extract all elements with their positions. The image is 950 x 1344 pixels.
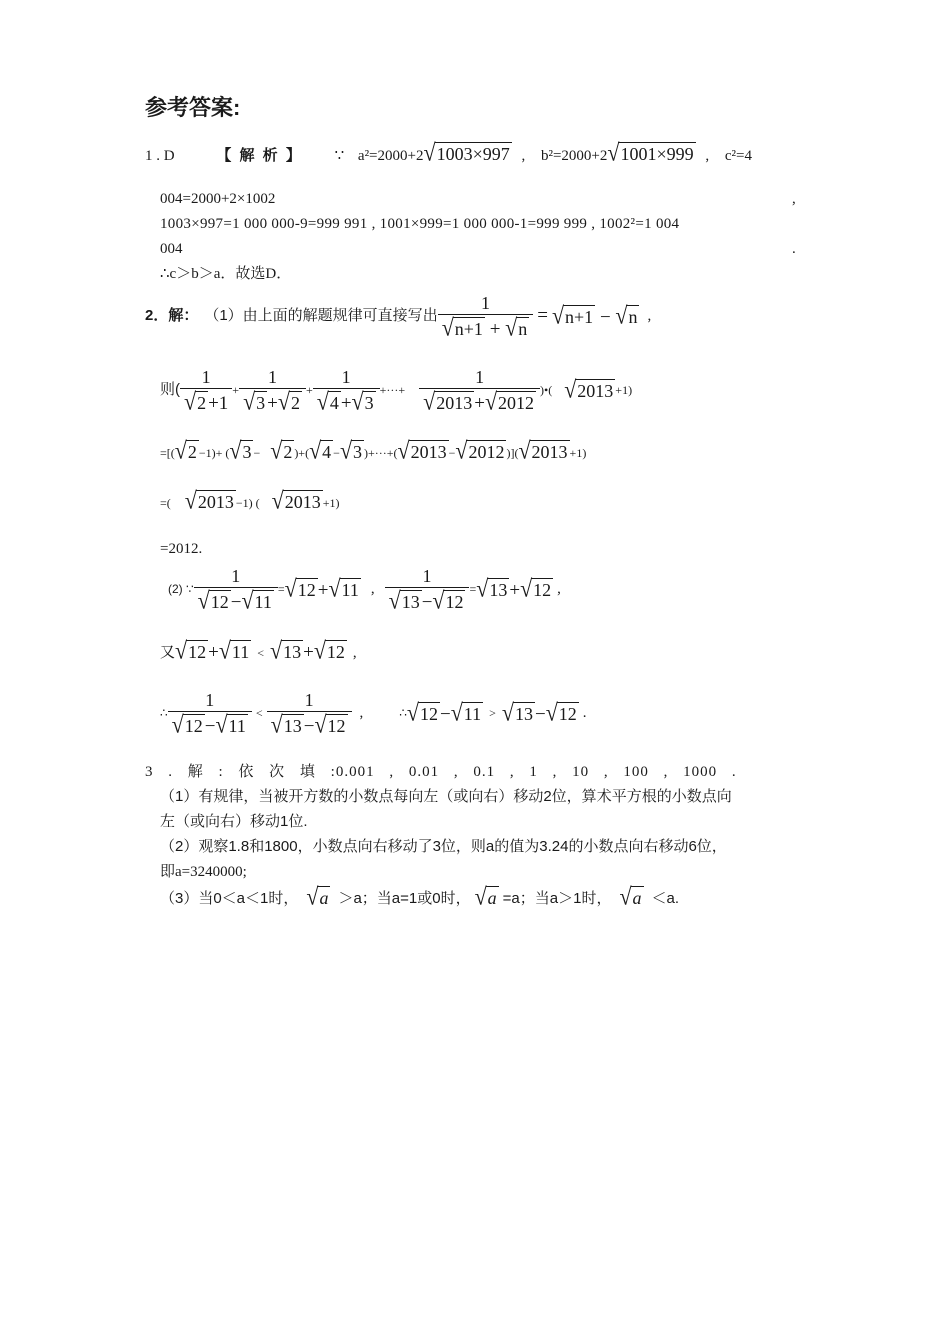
- q3-case2: ＞a；当a=1或0时，: [338, 890, 471, 907]
- q2-result: =2012.: [160, 541, 203, 557]
- q2-part2-line1: (2) ∵ 1 √ 12 − √ 11 = √ 12 + √ 11 , 1 √ 13 − √ 12 = √ 13 + √ 12 ,: [168, 565, 561, 614]
- q2-product: =( √ 2013 −1) ( √ 2013 +1): [160, 486, 340, 515]
- q3-line5: 即a=3240000;: [160, 864, 247, 880]
- q3-case4: ＜a.: [651, 890, 680, 907]
- q1-line1: 1 . D 【 解 析 】 ∵ a²=2000+2 √ 1003×997 , b²=2000+2 √ 1001×999 , c²=4: [145, 138, 752, 167]
- q1-line3: 1003×997=1 000 000-9=999 991 , 1001×999=1 000 000-1=999 999 , 1002²=1 004: [160, 216, 680, 232]
- q1-a-squared: a²=2000+2: [357, 148, 424, 164]
- answer-page: 参考答案: 1 . D 【 解 析 】 ∵ a²=2000+2 √ 1003×997 , b²=2000+2 √ 1001×999 , c²=4 004=2000+2×1002 , 1003×997=1 000 000-9=999 991 , 1001×999=1 000 000-1=999 999 , 1002²=1 004 004 . ∴c＞b＞a．故选D． 2．解： （1）由上面的解题规律可直接写出 1 √ n+1 + √ n = √ n+1 − √ n , 则( 1 √ 2 +1 + 1 √ 3 + √ 2 + 1 √ 4 + √ 3 +···+ 1 √ 2013 + √ 2012 )•( √ 2013 +1) =[( √ 2 −1)+ ( √ 3 − √ 2 )+( √ 4 − √ 3 )+···+( √ 2013 − √ 2012 )]( √ 2013 +1) =( √ 2013 −1) ( √ 2013 +1) =2012. (2) ∵ 1 √ 12 − √ 11 = √ 12 + √ 11 , 1 √ 13 − √ 12 = √ 13 + √ 12 , 又 √ 12 + √ 11 < √ 13 + √ 12 , ∴ 1 √ 12 − √ 11 < 1 √ 13 − √ 12 , ∴ √ 12 − √ 11 > √ 13 − √ 12 . 3 . 解 : 依 次 填 :0.001 , 0.01 , 0.1 , 1 , 10 , 100 , 1000 . （1）有规律，当被开方数的小数点每向左（或向右）移动2位，算术平方根的小数点向 左（或向右）移动1位. （2）观察1.8和1800，小数点向右移动了3位，则a的值为3.24的小数点向右移动6位， 即a=3240000; （3）当0＜a＜1时， √ a ＞a；当a=1或0时， √ a =a；当a＞1时， √ a ＜a.: [145, 95, 796, 911]
- sqrt-1001x999: √ 1001×999: [607, 138, 694, 167]
- q2-part2-label: (2) ∵: [168, 582, 194, 596]
- q2-label: 2．解：: [145, 307, 199, 324]
- q1-b-squared: b²=2000+2: [540, 148, 608, 164]
- q2-part2-line2: 又 √ 12 + √ 11 < √ 13 + √ 12 ,: [160, 636, 357, 665]
- q2-also: 又: [160, 644, 176, 661]
- page-title: 参考答案:: [145, 95, 241, 120]
- q3-line4: （2）观察1.8和1800，小数点向右移动了3位，则a的值为3.24的小数点向右移动6位，: [160, 838, 727, 855]
- q2-expanded: =[( √ 2 −1)+ ( √ 3 − √ 2 )+( √ 4 − √ 3 )+···+( √ 2013 − √ 2012 )]( √ 2013 +1): [160, 436, 587, 465]
- q3-line1: 3 . 解 : 依 次 填 :0.001 , 0.01 , 0.1 , 1 , 10 , 100 , 1000 .: [145, 764, 737, 780]
- q2-intro: （1）由上面的解题规律可直接写出: [204, 307, 438, 324]
- q1-line2: 004=2000+2×1002: [160, 191, 276, 207]
- q3-case1: （3）当0＜a＜1时，: [160, 890, 299, 907]
- q2-sum-expression: 则( 1 √ 2 +1 + 1 √ 3 + √ 2 + 1 √ 4 + √ 3 +···+ 1 √ 2013 + √ 2012 )•( √ 2013 +1): [160, 366, 633, 415]
- sqrt-1003x997: √ 1003×997: [423, 138, 510, 167]
- therefore-symbol-1: ∴: [160, 706, 168, 720]
- q3-line6: （3）当0＜a＜1时， √ a ＞a；当a=1或0时， √ a =a；当a＞1时， √ a ＜a.: [160, 882, 680, 911]
- q1-number: 1 . D: [145, 148, 175, 164]
- q2-expanded-open: =[(: [160, 446, 175, 460]
- because-symbol: ∵: [334, 148, 345, 164]
- q3-line2: （1）有规律，当被开方数的小数点每向左（或向右）移动2位，算术平方根的小数点向: [160, 788, 732, 805]
- q1-analysis-tag: 【 解 析 】: [216, 147, 303, 164]
- q1-line4: 004: [160, 241, 183, 257]
- q1-c-squared: c²=4: [724, 148, 752, 164]
- formula-general-frac: 1 √ n+1 + √ n: [438, 292, 534, 341]
- q3-line3: 左（或向右）移动1位.: [160, 813, 308, 830]
- q1-conclusion: ∴c＞b＞a．故选D．: [160, 266, 292, 282]
- q2-line1: 2．解： （1）由上面的解题规律可直接写出 1 √ n+1 + √ n = √ n+1 − √ n ,: [145, 292, 652, 341]
- q3-case3: =a；当a＞1时，: [502, 890, 612, 907]
- q2-then: 则(: [160, 381, 180, 398]
- q2-part2-line3: ∴ 1 √ 12 − √ 11 < 1 √ 13 − √ 12 , ∴ √ 12 − √ 11 > √ 13 − √ 12 .: [160, 689, 587, 738]
